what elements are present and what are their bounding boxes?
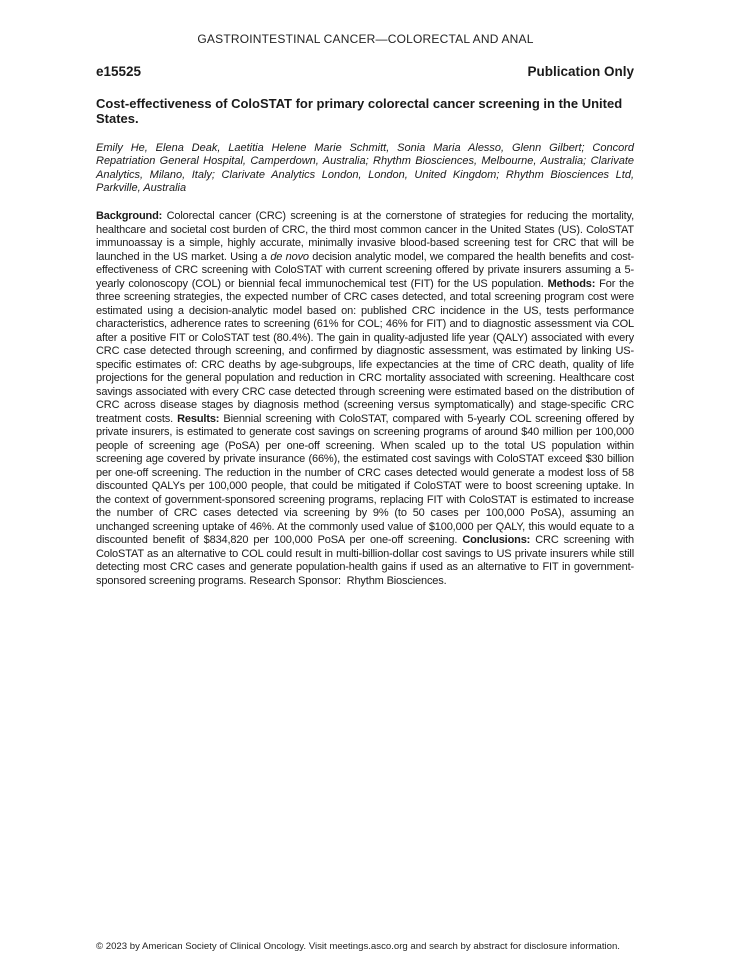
abstract-body bbox=[96, 210, 634, 588]
methods-label: Methods: bbox=[547, 277, 596, 290]
conclusions-text: CRC screening with ColoSTAT as an alternative to COL could result in multi-billion-dollar cost savings to US private insurers while still detecting most CRC cases and generate population-health gains if used as an alternative to FIT in government-sponsored screening programs. Research Sponsor: Rhythm Biosciences. bbox=[96, 534, 634, 587]
abstract-id-row bbox=[96, 64, 634, 79]
conclusions-label: Conclusions: bbox=[462, 534, 531, 546]
background-label: Background: bbox=[96, 210, 163, 222]
publication-type: Publication Only bbox=[527, 64, 634, 79]
background-text-continued: decision analytic model, we compared the health benefits and cost-effectiveness of CRC screening with ColoSTAT with current screening offered by private insurers assuming a 5-yearly colonoscopy (COL) or biennial fecal immunochemical test (FIT) for the US population. bbox=[96, 250, 634, 290]
methods-text: For the three screening strategies, the expected number of CRC cases detected, and total screening program cost were estimated using a decision-analytic model based on: published CRC incidence in the US, tests performance characteristics, adherence rates to screening (61% for COL; 46% for FIT) and to diagnostic assessment via COL after a positive FIT or ColoSTAT test (80.4%). The gain in quality-adjusted life year (QALY) associated with every CRC case detected through screening, and confirmed by diagnostic assessment, was estimated by linking US-specific estimates of: CRC deaths by age-subgroups, life expectancies at the time of CRC death, quality of life projections for the general population and reduction in CRC mortality associated with screening. Healthcare cost savings associated with every CRC case detected through screening were estimated based on the distribution of CRC across disease stages by diagnosis method (screening versus symptomatically) and stage-specific CRC treatment costs. bbox=[96, 277, 634, 425]
results-text: Biennial screening with ColoSTAT, compared with 5-yearly COL screening offered by private insurers, is estimated to generate cost savings on screening programs of around $40 million per 100,000 people of screening age (PoSA) per one-off screening. When scaled up to the total US population within screening age covered by private insurance (66%), the estimated cost savings with ColoSTAT exceed $30 billion per one-off screening. The reduction in the number of CRC cases detected would generate a modest loss of 58 discounted QALYs per 100,000 people, that could be mitigated if ColoSTAT were to boost screening uptake. In the context of government-sponsored screening programs, replacing FIT with ColoSTAT is estimated to increase the number of CRC cases detected via screening by 9% (to 50 cases per 100,000 PoSA), assuming an unchanged screening uptake of 46%. At the commonly used value of $100,000 per QALY, this would equate to a discounted benefit of $834,820 per 100,000 PoSA per one-off screening. bbox=[96, 412, 634, 546]
section-header: GASTROINTESTINAL CANCER—COLORECTAL AND ANAL bbox=[197, 32, 534, 46]
copyright-footer: © 2023 by American Society of Clinical Oncology. Visit meetings.asco.org and search by abstract for disclosure information. bbox=[96, 941, 620, 952]
background-italic-term: de novo bbox=[270, 250, 309, 263]
abstract-number: e15525 bbox=[96, 64, 142, 79]
background-text: Colorectal cancer (CRC) screening is at the cornerstone of strategies for reducing the mortality, healthcare and societal cost burden of CRC, the third most common cancer in the United States (US). ColoSTAT immunoassay is a simple, highly accurate, minimally invasive blood-based screening test for CRC that will be launched in the US market. Using a bbox=[96, 210, 634, 263]
author-affiliations: Emily He, Elena Deak, Laetitia Helene Marie Schmitt, Sonia Maria Alesso, Glenn Gilbert; Concord Repatriation General Hospital, Camperdown, Australia; Rhythm Biosciences, Melbourne, Australia; Clarivate Analytics, Milano, Italy; Clarivate Analytics London, London, United Kingdom; Rhythm Biosciences Ltd, Parkville, Australia bbox=[96, 142, 634, 195]
abstract-title: Cost-effectiveness of ColoSTAT for primary colorectal cancer screening in the United States. bbox=[96, 96, 623, 126]
results-label: Results: bbox=[177, 412, 220, 425]
